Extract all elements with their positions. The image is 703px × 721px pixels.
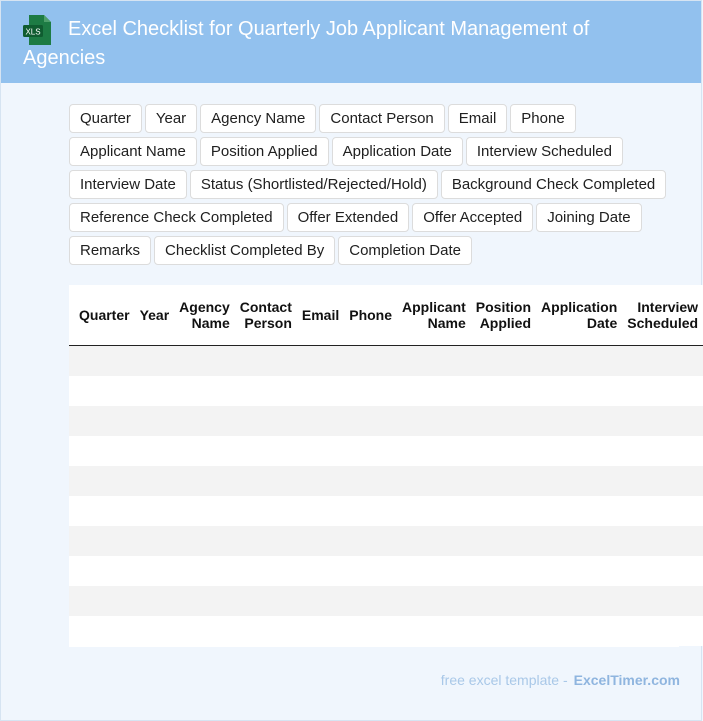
column-header (397, 285, 471, 346)
column-header-text: Applied (479, 315, 532, 331)
table-cell[interactable] (235, 526, 297, 556)
table-cell[interactable] (69, 526, 135, 556)
column-header-text: Year (139, 307, 170, 323)
table-cell[interactable] (536, 556, 622, 586)
table-row (69, 556, 703, 586)
table-row (69, 346, 703, 376)
column-tag-list (69, 104, 701, 265)
table-cell[interactable] (536, 586, 622, 616)
table-row (69, 496, 703, 526)
column-tag: Status (Shortlisted/Rejected/Hold) (190, 170, 438, 199)
table-row (69, 436, 703, 466)
footer-text: free excel template - (440, 672, 568, 688)
table-cell[interactable] (69, 376, 135, 406)
table-cell[interactable] (536, 436, 622, 466)
table-cell[interactable] (297, 466, 344, 496)
column-tag: Quarter (69, 104, 142, 133)
footer-credit (441, 672, 680, 688)
table-cell[interactable] (471, 556, 536, 586)
table-cell[interactable] (344, 376, 397, 406)
table-cell[interactable] (135, 556, 175, 586)
table-cell[interactable] (174, 496, 235, 526)
column-tag: Position Applied (200, 137, 329, 166)
column-header (344, 285, 397, 346)
column-header-text: Date (586, 315, 618, 331)
table-cell[interactable] (471, 586, 536, 616)
footer-brand-link[interactable]: ExcelTimer.com (573, 672, 680, 688)
table-cell[interactable] (135, 526, 175, 556)
table-cell[interactable] (235, 406, 297, 436)
column-header (471, 285, 536, 346)
table-cell[interactable] (622, 346, 703, 376)
table-cell[interactable] (69, 496, 135, 526)
table-row (69, 586, 703, 616)
table-cell[interactable] (69, 466, 135, 496)
page-title: Excel Checklist for Quarterly Job Applicant Management of Agencies (23, 18, 590, 69)
column-header-text: Quarter (79, 307, 130, 323)
column-header (69, 285, 135, 346)
table-row (69, 466, 703, 496)
table-cell[interactable] (471, 346, 536, 376)
table-cell[interactable] (297, 406, 344, 436)
column-header-text: Interview (637, 299, 699, 315)
table-cell[interactable] (297, 496, 344, 526)
table-cell[interactable] (344, 526, 397, 556)
table-cell[interactable] (344, 436, 397, 466)
table-cell[interactable] (235, 616, 297, 646)
table-cell[interactable] (135, 586, 175, 616)
table-cell[interactable] (471, 496, 536, 526)
table-cell[interactable] (622, 496, 703, 526)
table-cell[interactable] (174, 556, 235, 586)
checklist-table-container[interactable] (69, 285, 699, 647)
table-cell[interactable] (622, 466, 703, 496)
table-cell[interactable] (174, 436, 235, 466)
table-cell[interactable] (297, 586, 344, 616)
table-cell[interactable] (135, 466, 175, 496)
table-cell[interactable] (622, 436, 703, 466)
table-cell[interactable] (174, 616, 235, 646)
table-cell[interactable] (135, 346, 175, 376)
table-cell[interactable] (69, 556, 135, 586)
column-tag: Remarks (69, 236, 151, 265)
column-tag: Joining Date (536, 203, 641, 232)
table-cell[interactable] (135, 616, 175, 646)
column-header-text: Person (244, 315, 292, 331)
table-cell[interactable] (536, 406, 622, 436)
column-header (622, 285, 703, 346)
table-cell[interactable] (297, 346, 344, 376)
table-cell[interactable] (69, 586, 135, 616)
column-tag: Applicant Name (69, 137, 197, 166)
column-header (297, 285, 344, 346)
column-tag: Reference Check Completed (69, 203, 284, 232)
column-tag: Email (448, 104, 508, 133)
table-cell[interactable] (622, 406, 703, 436)
column-header-text: Position (475, 299, 532, 315)
table-cell[interactable] (471, 436, 536, 466)
table-cell[interactable] (69, 346, 135, 376)
column-tag: Offer Accepted (412, 203, 533, 232)
table-cell[interactable] (536, 376, 622, 406)
column-tag: Contact Person (319, 104, 444, 133)
column-header-text: Contact (239, 299, 292, 315)
column-tag: Application Date (332, 137, 463, 166)
table-cell[interactable] (174, 376, 235, 406)
table-cell[interactable] (344, 346, 397, 376)
table-cell[interactable] (622, 616, 703, 646)
table-cell[interactable] (69, 616, 135, 646)
table-cell[interactable] (69, 436, 135, 466)
table-cell[interactable] (344, 616, 397, 646)
column-tag: Completion Date (338, 236, 472, 265)
column-tag: Interview Scheduled (466, 137, 623, 166)
table-cell[interactable] (297, 556, 344, 586)
table-body (69, 346, 703, 646)
table-cell[interactable] (297, 376, 344, 406)
table-header-row (69, 285, 703, 346)
column-header (235, 285, 297, 346)
table-cell[interactable] (297, 616, 344, 646)
table-cell[interactable] (135, 406, 175, 436)
table-cell[interactable] (397, 406, 471, 436)
table-cell[interactable] (344, 556, 397, 586)
table-cell[interactable] (69, 406, 135, 436)
table-cell[interactable] (344, 466, 397, 496)
table-cell[interactable] (235, 586, 297, 616)
table-row (69, 376, 703, 406)
table-cell[interactable] (397, 466, 471, 496)
table-cell[interactable] (397, 346, 471, 376)
table-cell[interactable] (235, 346, 297, 376)
table-cell[interactable] (397, 376, 471, 406)
column-tag: Interview Date (69, 170, 187, 199)
column-tag: Background Check Completed (441, 170, 666, 199)
column-tag: Phone (510, 104, 575, 133)
table-cell[interactable] (344, 496, 397, 526)
table-cell[interactable] (622, 526, 703, 556)
column-header-text: Agency (179, 299, 230, 315)
table-cell[interactable] (397, 556, 471, 586)
column-header-text: Email (301, 307, 340, 323)
table-cell[interactable] (135, 436, 175, 466)
table-cell[interactable] (471, 376, 536, 406)
table-cell[interactable] (135, 376, 175, 406)
column-tag: Offer Extended (287, 203, 410, 232)
table-cell[interactable] (235, 556, 297, 586)
table-cell[interactable] (536, 526, 622, 556)
column-header-text: Application (541, 299, 618, 315)
table-cell[interactable] (174, 406, 235, 436)
table-cell[interactable] (397, 616, 471, 646)
column-header-text: Name (427, 315, 466, 331)
table-cell[interactable] (471, 466, 536, 496)
table-cell[interactable] (235, 436, 297, 466)
table-cell[interactable] (471, 406, 536, 436)
table-cell[interactable] (174, 586, 235, 616)
column-tag: Year (145, 104, 197, 133)
table-cell[interactable] (622, 586, 703, 616)
column-tag: Agency Name (200, 104, 316, 133)
table-cell[interactable] (622, 556, 703, 586)
column-header (536, 285, 622, 346)
table-cell[interactable] (344, 586, 397, 616)
table-cell[interactable] (536, 616, 622, 646)
table-cell[interactable] (344, 406, 397, 436)
table-cell[interactable] (235, 376, 297, 406)
table-cell[interactable] (174, 466, 235, 496)
table-row (69, 526, 703, 556)
table-cell[interactable] (397, 586, 471, 616)
table-cell[interactable] (397, 526, 471, 556)
table-cell[interactable] (174, 526, 235, 556)
table-cell[interactable] (471, 616, 536, 646)
column-tag: Checklist Completed By (154, 236, 335, 265)
checklist-table (69, 285, 703, 646)
table-cell[interactable] (235, 466, 297, 496)
header-banner (1, 1, 701, 83)
column-header (135, 285, 175, 346)
table-cell[interactable] (397, 436, 471, 466)
table-cell[interactable] (471, 526, 536, 556)
column-header-text: Scheduled (627, 315, 699, 331)
table-row (69, 406, 703, 436)
table-cell[interactable] (135, 496, 175, 526)
column-header-text: Applicant (402, 299, 466, 315)
table-cell[interactable] (536, 346, 622, 376)
table-cell[interactable] (536, 496, 622, 526)
table-cell[interactable] (174, 346, 235, 376)
table-cell[interactable] (235, 496, 297, 526)
column-header (174, 285, 235, 346)
column-header-text: Name (191, 315, 230, 331)
table-cell[interactable] (397, 496, 471, 526)
excel-icon-label: XLS (25, 27, 41, 37)
table-cell[interactable] (622, 376, 703, 406)
table-cell[interactable] (536, 466, 622, 496)
column-header-text: Phone (349, 307, 393, 323)
table-cell[interactable] (297, 436, 344, 466)
table-cell[interactable] (297, 526, 344, 556)
table-row (69, 616, 703, 646)
